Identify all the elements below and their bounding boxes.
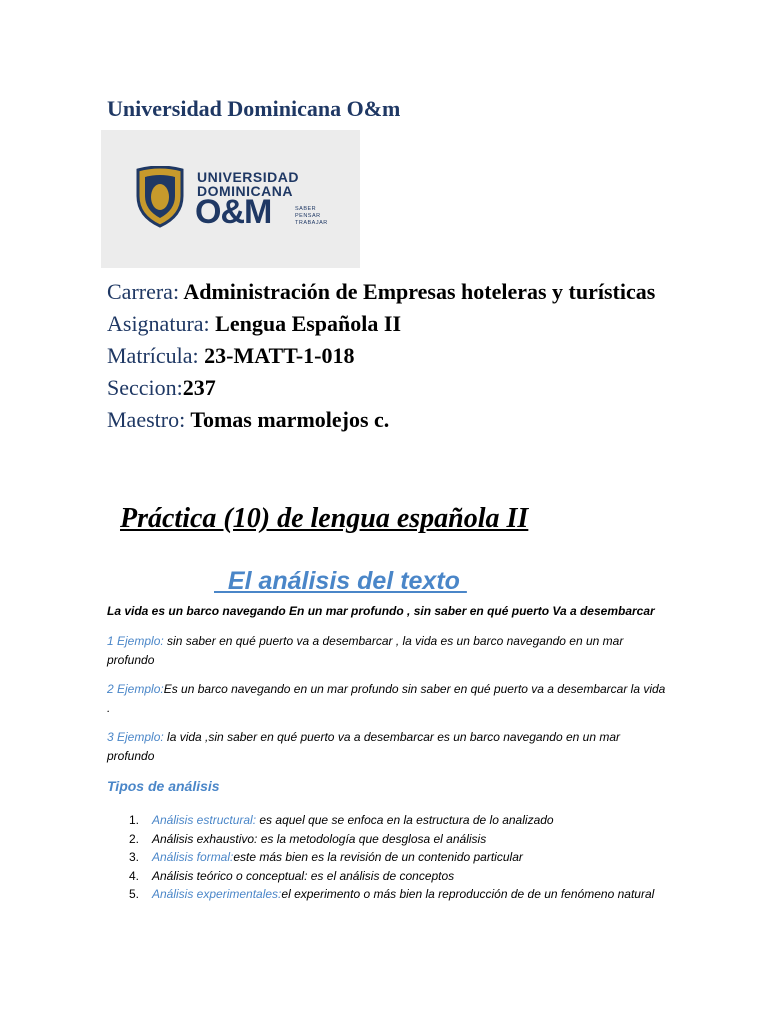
asignatura-value: Lengua Española II xyxy=(215,311,402,336)
list-item-text: es aquel que se enfoca en la estructura de lo analizado xyxy=(256,813,554,827)
seccion-value: 237 xyxy=(182,375,216,400)
maestro-label: Maestro: xyxy=(107,407,186,432)
student-info xyxy=(107,276,667,436)
example-3-label: 3 Ejemplo: xyxy=(107,730,164,744)
example-3 xyxy=(107,728,667,766)
example-1-label: 1 Ejemplo: xyxy=(107,634,164,648)
matricula-label: Matrícula: xyxy=(107,343,199,368)
info-asignatura xyxy=(107,308,667,340)
list-item-number: 3. xyxy=(129,850,140,864)
example-2-text: Es un barco navegando en un mar profundo sin saber en qué puerto va a desembarcar la vida . xyxy=(107,682,666,715)
logo-tagline-trabajar: TRABAJAR xyxy=(295,220,328,226)
info-matricula xyxy=(107,340,667,372)
asignatura-label: Asignatura: xyxy=(107,311,210,336)
logo-brand: O&M xyxy=(195,193,272,231)
example-1 xyxy=(107,632,667,670)
list-item xyxy=(125,885,665,904)
matricula-value: 23-MATT-1-018 xyxy=(204,343,355,368)
shield-logo-icon xyxy=(135,166,185,228)
example-1-text: sin saber en qué puerto va a desembarcar , la vida es un barco navegando en un mar profundo xyxy=(107,634,624,667)
logo-text-dominicana: DOMINICANA xyxy=(197,183,293,199)
list-item-term: Análisis formal: xyxy=(152,850,234,864)
list-item xyxy=(125,811,665,830)
carrera-label: Carrera: xyxy=(107,279,180,304)
list-item-text: es el análisis de conceptos xyxy=(307,868,455,883)
logo-tagline-saber: SABER xyxy=(295,206,317,212)
list-item-number: 4. xyxy=(129,868,140,883)
info-seccion xyxy=(107,372,667,404)
list-item xyxy=(125,848,665,867)
logo-tagline-pensar: PENSAR xyxy=(295,213,321,219)
list-item-text: es la metodología que desglosa el análisis xyxy=(257,831,487,846)
analysis-heading: El análisis del texto xyxy=(214,567,467,595)
list-item-term: Análisis exhaustivo: xyxy=(152,831,258,846)
list-item xyxy=(125,867,665,886)
list-item-term: Análisis teórico o conceptual: xyxy=(152,868,308,883)
analysis-types-list xyxy=(125,811,665,904)
practice-title: Práctica (10) de lengua española II xyxy=(120,503,529,534)
carrera-value: Administración de Empresas hoteleras y turísticas xyxy=(183,279,656,304)
example-2-label: 2 Ejemplo: xyxy=(107,682,164,696)
university-title: Universidad Dominicana O&m xyxy=(107,96,401,121)
list-item-number: 2. xyxy=(129,831,140,846)
logo-tagline xyxy=(295,206,328,227)
list-item-text: este más bien es la revisión de un contenido particular xyxy=(233,850,523,864)
list-item-term: Análisis experimentales: xyxy=(152,887,282,901)
logo-text-universidad: UNIVERSIDAD xyxy=(197,169,299,185)
list-item-number: 1. xyxy=(129,813,140,827)
university-logo xyxy=(101,130,360,268)
list-item-number: 5. xyxy=(129,887,140,901)
info-maestro xyxy=(107,404,667,436)
info-carrera xyxy=(107,276,667,308)
example-3-text: la vida ,sin saber en qué puerto va a desembarcar es un barco navegando en un mar profundo xyxy=(107,730,620,763)
list-item xyxy=(125,830,665,849)
list-item-text: el experimento o más bien la reproducción de de un fenómeno natural xyxy=(281,887,655,901)
source-phrase: La vida es un barco navegando En un mar profundo , sin saber en qué puerto Va a desembarcar xyxy=(107,604,655,618)
example-2 xyxy=(107,680,667,718)
seccion-label: Seccion: xyxy=(107,375,183,400)
tipos-heading: Tipos de análisis xyxy=(107,778,220,794)
maestro-value: Tomas marmolejos c. xyxy=(190,407,390,432)
list-item-term: Análisis estructural: xyxy=(152,813,257,827)
